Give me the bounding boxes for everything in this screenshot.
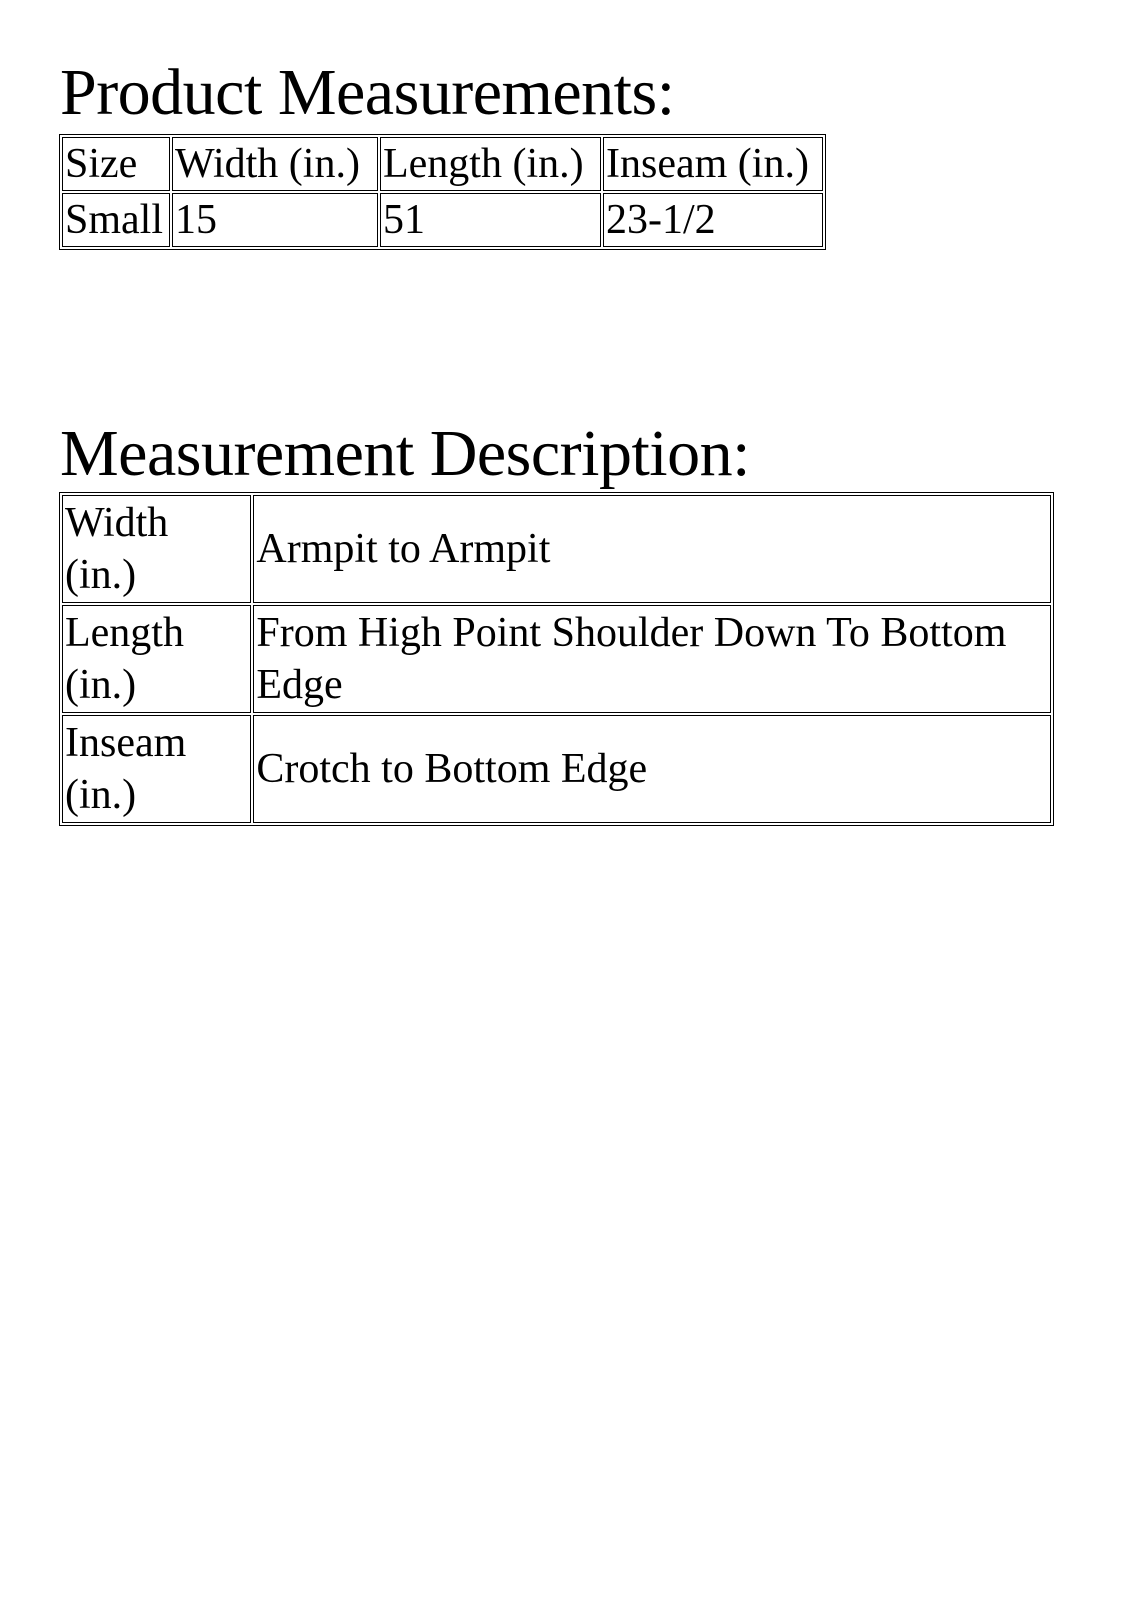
description-term: Length (in.) <box>62 605 251 713</box>
table-row <box>62 495 1051 603</box>
header-width: Width (in.) <box>172 137 378 191</box>
cell-size: Small <box>62 193 170 247</box>
description-text: From High Point Shoulder Down To Bottom Edge <box>253 605 1051 713</box>
measurement-description-table <box>59 492 1054 826</box>
description-text: Armpit to Armpit <box>253 495 1051 603</box>
description-term: Width (in.) <box>62 495 251 603</box>
cell-width: 15 <box>172 193 378 247</box>
table-row <box>62 193 823 247</box>
cell-length: 51 <box>380 193 601 247</box>
header-inseam: Inseam (in.) <box>603 137 823 191</box>
product-measurements-heading: Product Measurements: <box>60 56 675 129</box>
description-term: Inseam (in.) <box>62 715 251 823</box>
header-length: Length (in.) <box>380 137 601 191</box>
description-text: Crotch to Bottom Edge <box>253 715 1051 823</box>
measurement-description-heading: Measurement Description: <box>60 417 750 490</box>
table-header-row <box>62 137 823 191</box>
product-measurements-table <box>59 134 826 250</box>
cell-inseam: 23-1/2 <box>603 193 823 247</box>
table-row <box>62 605 1051 713</box>
header-size: Size <box>62 137 170 191</box>
table-row <box>62 715 1051 823</box>
